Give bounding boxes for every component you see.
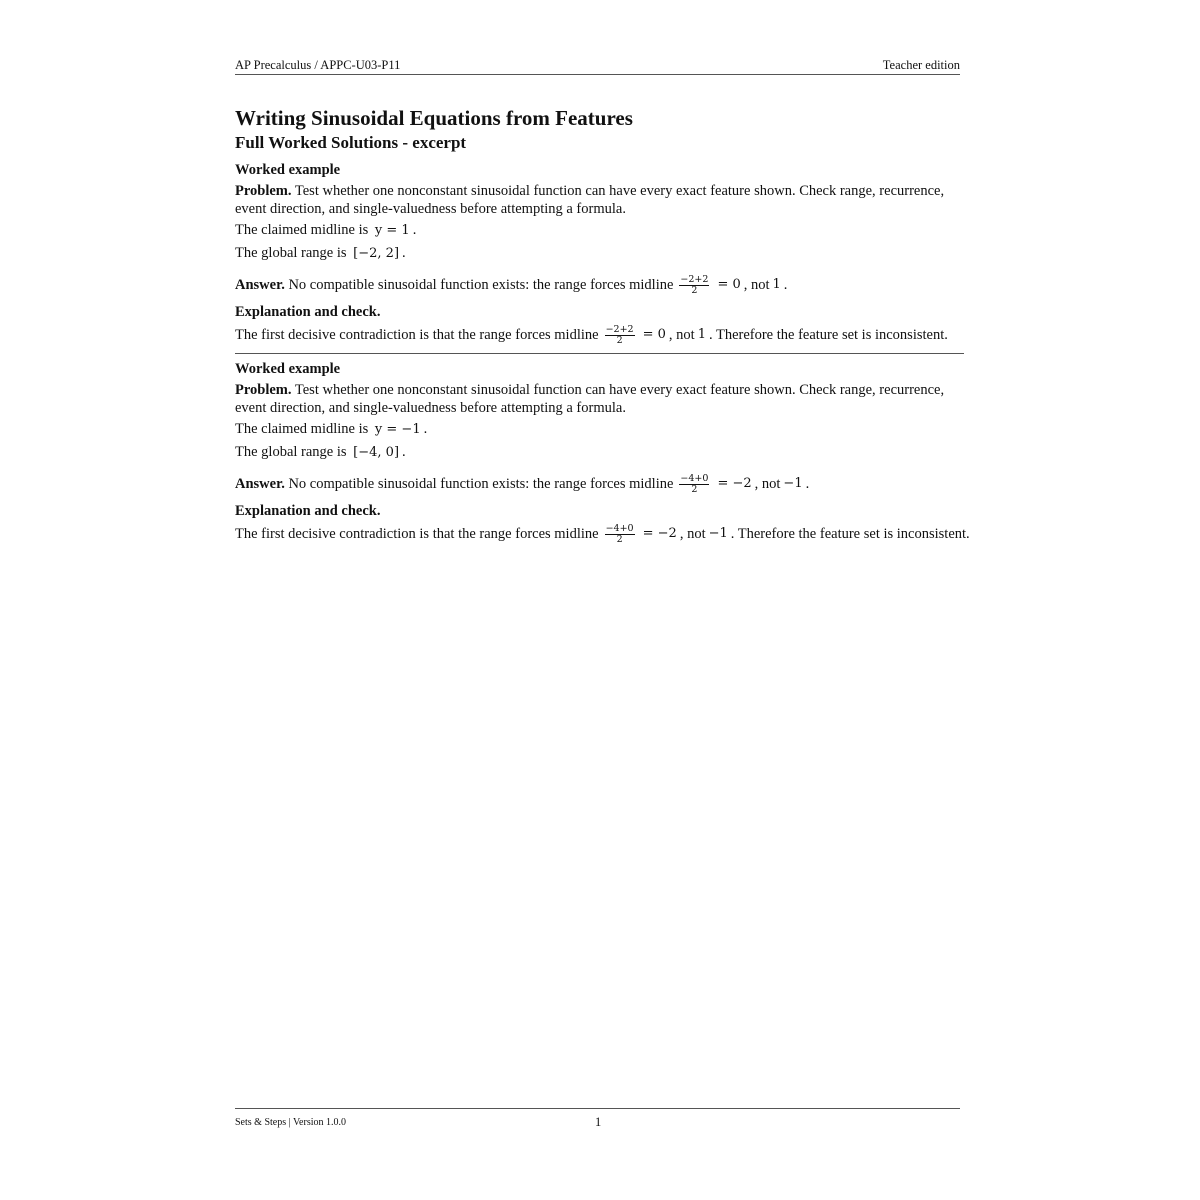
- page-title: Writing Sinusoidal Equations from Features: [235, 106, 633, 130]
- explanation-tail: . Therefore the feature set is inconsistent.: [708, 327, 948, 343]
- midline-math: y = −1: [374, 422, 421, 437]
- midline-claim: The claimed midline is y = −1 .: [235, 421, 428, 437]
- example-heading: Worked example: [235, 361, 341, 377]
- range-claim: The global range is [−2, 2] .: [235, 245, 406, 261]
- not-text: , not: [754, 476, 781, 492]
- answer-line: Answer. No compatible sinusoidal function exists: the range forces midline $\frac{-4+0}{2}$ = −2 , not −1 .: [235, 472, 810, 495]
- problem-text: Test whether one nonconstant sinusoidal function can have every exact feature shown. Check range, recurrence, event direction, and single-valuedness before attempting a formula.: [235, 183, 945, 217]
- explanation-line: [235, 522, 970, 546]
- not-value: 1: [697, 327, 706, 342]
- course-label: AP Precalculus / APPC-U03-P11: [235, 58, 401, 72]
- answer-text: No compatible sinusoidal function exists: the range forces midline: [288, 277, 674, 293]
- not-value: 1: [772, 277, 781, 292]
- midline-fraction: [679, 275, 709, 296]
- fraction-numerator: −4+0: [605, 522, 634, 534]
- problem-label: Problem.: [235, 183, 292, 199]
- answer-label: Answer.: [235, 476, 285, 492]
- page-header: [235, 58, 960, 75]
- equals-value: = 0: [717, 277, 741, 292]
- midline-text: The claimed midline is: [235, 421, 369, 437]
- example-heading: Worked example: [235, 162, 341, 178]
- answer-line: Answer. No compatible sinusoidal function exists: the range forces midline $\frac{-2+2}{2}$ = 0 , not 1 .: [235, 273, 788, 296]
- midline-math: y = 1: [374, 223, 410, 238]
- explanation-heading: Explanation and check.: [235, 503, 381, 519]
- explanation-text: The first decisive contradiction is that the range forces midline: [235, 327, 599, 343]
- range-math: [−4, 0]: [353, 445, 400, 460]
- not-text: , not: [668, 327, 695, 343]
- problem-text: Test whether one nonconstant sinusoidal function can have every exact feature shown. Check range, recurrence, event direction, and single-valuedness before attempting a formula.: [235, 382, 945, 416]
- footer-publisher: Sets & Steps | Version 1.0.0: [235, 1117, 346, 1128]
- fraction-numerator: −2+2: [605, 323, 634, 335]
- fraction-denominator: 2: [691, 483, 698, 495]
- page-footer: [235, 1108, 960, 1133]
- explanation-heading: Explanation and check.: [235, 304, 381, 320]
- not-value: −1: [708, 526, 728, 541]
- midline-claim: The claimed midline is y = 1 .: [235, 222, 417, 238]
- midline-fraction: [605, 325, 635, 346]
- range-claim: The global range is [−4, 0] .: [235, 444, 406, 460]
- worked-example-2: [235, 353, 970, 546]
- equals-value: = −2: [642, 526, 677, 541]
- equals-value: = 0: [642, 327, 666, 342]
- document-body: [235, 106, 970, 552]
- midline-fraction: [679, 474, 709, 495]
- explanation-text: The first decisive contradiction is that the range forces midline: [235, 526, 599, 542]
- problem-statement: [235, 381, 960, 417]
- midline-text: The claimed midline is: [235, 222, 369, 238]
- problem-statement: [235, 182, 960, 218]
- range-math: [−2, 2]: [353, 246, 400, 261]
- fraction-denominator: 2: [691, 284, 698, 296]
- fraction-numerator: −4+0: [680, 472, 709, 484]
- page-subtitle: Full Worked Solutions - excerpt: [235, 133, 467, 152]
- not-value: −1: [783, 476, 803, 491]
- explanation-line: [235, 323, 964, 347]
- problem-label: Problem.: [235, 382, 292, 398]
- edition-label: Teacher edition: [882, 58, 960, 72]
- equals-value: = −2: [717, 476, 752, 491]
- not-text: , not: [679, 526, 706, 542]
- not-text: , not: [743, 277, 770, 293]
- fraction-denominator: 2: [616, 533, 623, 545]
- explanation-tail: . Therefore the feature set is inconsistent.: [730, 526, 970, 542]
- fraction-denominator: 2: [616, 334, 623, 346]
- range-text: The global range is: [235, 245, 347, 261]
- range-text: The global range is: [235, 444, 347, 460]
- fraction-numerator: −2+2: [680, 273, 709, 285]
- answer-text: No compatible sinusoidal function exists: the range forces midline: [288, 476, 674, 492]
- answer-label: Answer.: [235, 277, 285, 293]
- worked-example-1: [235, 161, 964, 347]
- midline-fraction: [605, 524, 635, 545]
- page-number: 1: [595, 1115, 602, 1129]
